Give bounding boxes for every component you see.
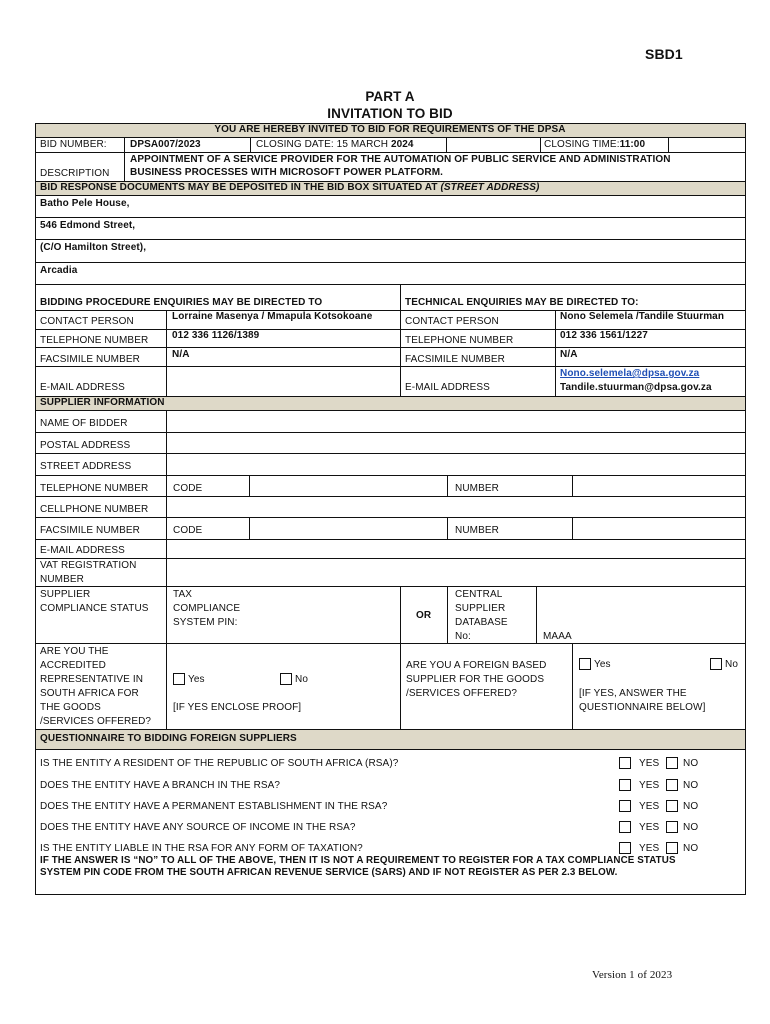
telephone-label: TELEPHONE NUMBER [40,335,149,346]
description-line-1: APPOINTMENT OF A SERVICE PROVIDER FOR THE AUTOMATION OF PUBLIC SERVICE AND ADMINISTRATION [130,154,671,165]
accredited-no-label: No [295,674,308,685]
supplier-telephone-label: TELEPHONE NUMBER [40,483,149,494]
question-5-yes-checkbox[interactable] [619,842,631,854]
supplier-email-label: E-MAIL ADDRESS [40,545,125,556]
tax-pin-label: TAX [173,589,193,600]
enclose-proof-note: [IF YES ENCLOSE PROOF] [173,702,302,713]
bid-number-value: DPSA007/2023 [130,139,201,150]
yes-label: YES [639,780,660,791]
question-1-no-checkbox[interactable] [666,757,678,769]
or-label: OR [416,610,432,621]
email-label: E-MAIL ADDRESS [405,382,490,393]
vat-label-line-2: NUMBER [40,574,84,585]
question-text: DOES THE ENTITY HAVE A PERMANENT ESTABLISHMENT IN THE RSA? [40,801,388,812]
postal-address-label: POSTAL ADDRESS [40,440,131,451]
description-line-2: BUSINESS PROCESSES WITH MICROSOFT POWER PLATFORM. [130,167,444,178]
technical-email-2: Tandile.stuurman@dpsa.gov.za [560,382,712,393]
question-text: IS THE ENTITY A RESIDENT OF THE REPUBLIC OF SOUTH AFRICA (RSA)? [40,758,399,769]
technical-enquiries-heading: TECHNICAL ENQUIRIES MAY BE DIRECTED TO: [405,297,639,308]
tax-pin-field[interactable] [250,587,400,643]
accredited-label: ARE YOU THE [40,646,109,657]
telephone-number-label: NUMBER [455,483,499,494]
accredited-no-checkbox[interactable] [280,673,292,685]
question-text: IS THE ENTITY LIABLE IN THE RSA FOR ANY FORM OF TAXATION? [40,843,363,854]
foreign-no-checkbox[interactable] [710,658,722,670]
foreign-supplier-label: /SERVICES OFFERED? [406,688,518,699]
supplier-heading: SUPPLIER INFORMATION [40,397,165,408]
question-2-yes-checkbox[interactable] [619,779,631,791]
foreign-yes-checkbox[interactable] [579,658,591,670]
email-label: E-MAIL ADDRESS [40,382,125,393]
bidding-telephone: 012 336 1126/1389 [172,330,260,341]
yes-label: YES [639,801,660,812]
no-label: NO [683,822,699,833]
technical-email-link-1[interactable]: Nono.selemela@dpsa.gov.za [560,368,700,379]
question-text: DOES THE ENTITY HAVE A BRANCH IN THE RSA? [40,780,281,791]
accredited-label: SOUTH AFRICA FOR [40,688,139,699]
name-of-bidder-label: NAME OF BIDDER [40,418,128,429]
question-text: DOES THE ENTITY HAVE ANY SOURCE OF INCOME IN THE RSA? [40,822,356,833]
bidding-contact: Lorraine Masenya / Mmapula Kotsokoane [172,311,373,322]
cellphone-label: CELLPHONE NUMBER [40,504,149,515]
csd-label: DATABASE [455,617,508,628]
bid-number-label: BID NUMBER: [40,139,107,150]
vat-number-field[interactable] [167,559,745,586]
question-4-no-checkbox[interactable] [666,821,678,833]
technical-telephone: 012 336 1561/1227 [560,330,648,341]
compliance-status-label: SUPPLIER [40,589,91,600]
accredited-label: THE GOODS [40,702,101,713]
compliance-status-label: COMPLIANCE STATUS [40,603,149,614]
question-4-yes-checkbox[interactable] [619,821,631,833]
bidding-enquiries-heading: BIDDING PROCEDURE ENQUIRIES MAY BE DIRECTED TO [40,297,323,308]
csd-label: No: [455,631,471,642]
questionnaire-note: QUESTIONNAIRE BELOW] [579,702,706,713]
supplier-facsimile-label: FACSIMILE NUMBER [40,525,140,536]
title-part: PART A [365,89,415,104]
closing-date-label: CLOSING DATE: 15 MARCH 2024 [256,139,414,150]
telephone-label: TELEPHONE NUMBER [405,335,514,346]
street-address-label: STREET ADDRESS [40,461,132,472]
closing-time: CLOSING TIME:11:00 [544,139,646,150]
address-line: 546 Edmond Street, [40,220,136,231]
fax-code-label: CODE [173,525,203,536]
tax-pin-label: COMPLIANCE [173,603,241,614]
question-1-yes-checkbox[interactable] [619,757,631,769]
telephone-code-field[interactable] [250,476,447,496]
telephone-code-label: CODE [173,483,203,494]
name-of-bidder-field[interactable] [167,411,745,432]
accredited-yes-label: Yes [188,674,205,685]
accredited-label: REPRESENTATIVE IN [40,674,144,685]
question-2-no-checkbox[interactable] [666,779,678,791]
questionnaire-note: [IF YES, ANSWER THE [579,688,687,699]
csd-label: SUPPLIER [455,603,506,614]
form-code: SBD1 [645,46,683,62]
deposit-heading: BID RESPONSE DOCUMENTS MAY BE DEPOSITED IN THE BID BOX SITUATED AT (STREET ADDRESS) [40,182,540,193]
postal-address-field[interactable] [167,433,745,453]
facsimile-label: FACSIMILE NUMBER [405,354,505,365]
foreign-no-label: No [725,659,738,670]
fax-code-field[interactable] [250,518,447,539]
bidding-fax: N/A [172,349,190,360]
csd-label: CENTRAL [455,589,503,600]
csd-number-field[interactable] [573,587,745,643]
foreign-supplier-label: ARE YOU A FOREIGN BASED [406,660,547,671]
telephone-number-field[interactable] [573,476,745,496]
footer-version: Version 1 of 2023 [592,969,673,981]
no-label: NO [683,843,699,854]
description-label: DESCRIPTION [40,168,110,179]
supplier-email-field[interactable] [167,540,745,558]
address-line: Arcadia [40,265,78,276]
no-label: NO [683,758,699,769]
question-5-no-checkbox[interactable] [666,842,678,854]
contact-person-label: CONTACT PERSON [405,316,499,327]
no-label: NO [683,780,699,791]
technical-fax: N/A [560,349,578,360]
accredited-label: ACCREDITED [40,660,107,671]
street-address-field[interactable] [167,454,745,475]
fax-number-field[interactable] [573,518,745,539]
no-label: NO [683,801,699,812]
question-3-yes-checkbox[interactable] [619,800,631,812]
questionnaire-heading: QUESTIONNAIRE TO BIDDING FOREIGN SUPPLIERS [40,733,297,744]
questionnaire-note-line-2: SYSTEM PIN CODE FROM THE SOUTH AFRICAN REVENUE SERVICE (SARS) AND IF NOT REGISTER AS PER 2.3 BELOW. [40,867,618,878]
foreign-supplier-label: SUPPLIER FOR THE GOODS [406,674,545,685]
csd-prefix: MAAA [543,631,572,642]
vat-label-line-1: VAT REGISTRATION [40,560,137,571]
yes-label: YES [639,843,660,854]
questionnaire-note-line-1: IF THE ANSWER IS “NO” TO ALL OF THE ABOVE, THEN IT IS NOT A REQUIREMENT TO REGISTER FOR A TAX COMPLIANCE STATUS [40,855,676,866]
tax-pin-label: SYSTEM PIN: [173,617,238,628]
facsimile-label: FACSIMILE NUMBER [40,354,140,365]
accredited-yes-checkbox[interactable] [173,673,185,685]
yes-label: YES [639,822,660,833]
question-3-no-checkbox[interactable] [666,800,678,812]
technical-contact: Nono Selemela /Tandile Stuurman [560,311,725,322]
contact-person-label: CONTACT PERSON [40,316,134,327]
yes-label: YES [639,758,660,769]
invite-banner: YOU ARE HEREBY INVITED TO BID FOR REQUIREMENTS OF THE DPSA [214,124,566,135]
cellphone-field[interactable] [167,497,745,517]
address-line: Batho Pele House, [40,198,130,209]
page-title: INVITATION TO BID [327,106,453,121]
fax-number-label: NUMBER [455,525,499,536]
foreign-yes-label: Yes [594,659,611,670]
address-line: (C/O Hamilton Street), [40,242,147,253]
accredited-label: /SERVICES OFFERED? [40,716,152,727]
